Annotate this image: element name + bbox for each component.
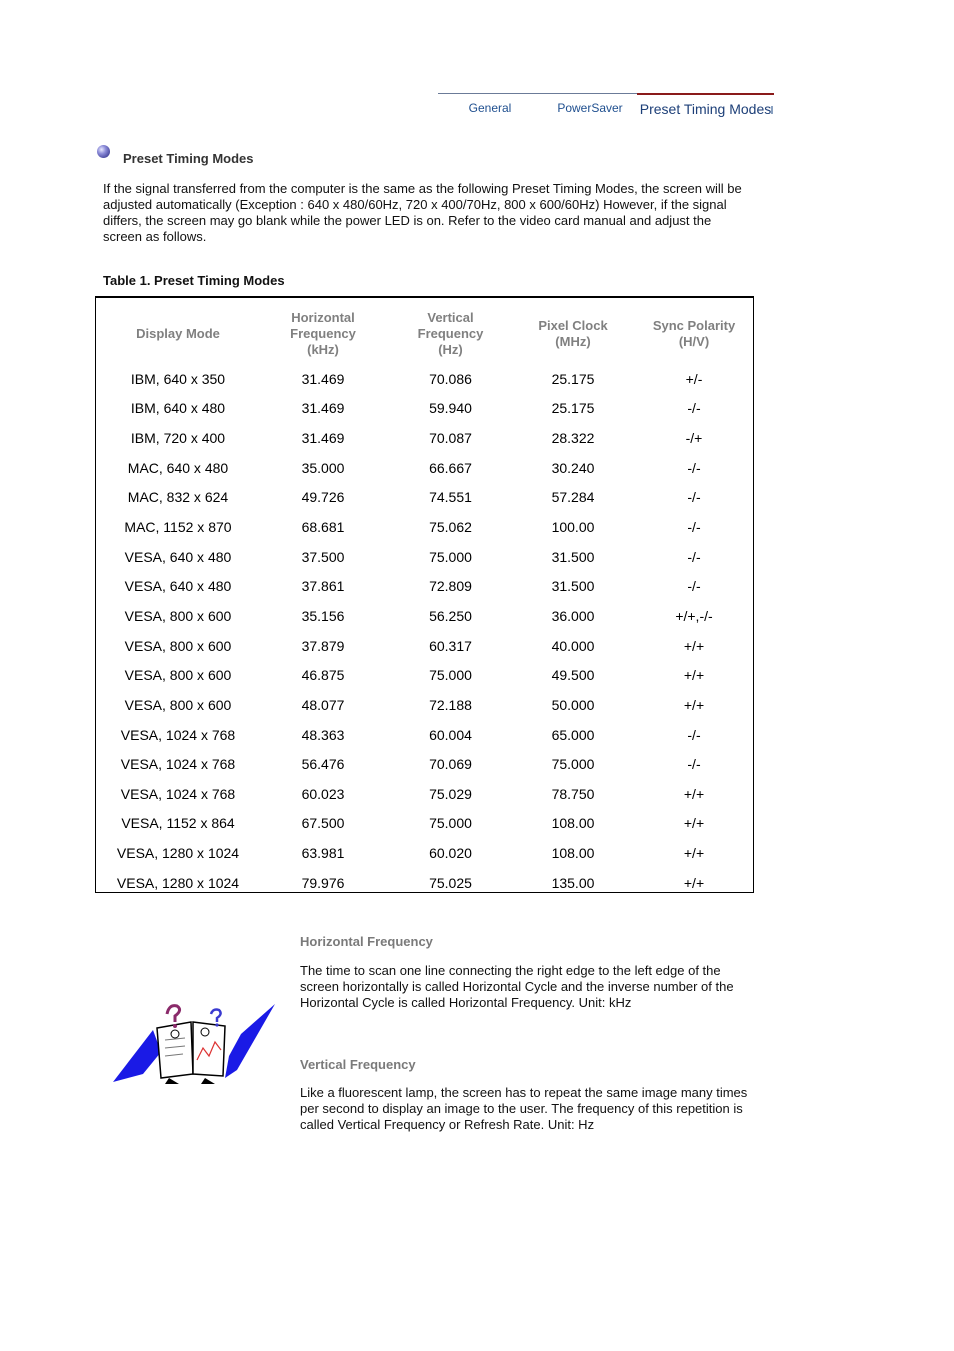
table-cell: MAC, 832 x 624 [127, 489, 229, 506]
column-header [639, 304, 749, 364]
definition-text-vertical-frequency: Like a fluorescent lamp, the screen has to repeat the same image many times per second to display an image to the user. The frequency of this repetition is called Vertical Frequency or Refresh Rate. Unit: Hz [300, 1085, 748, 1132]
table-cell: 25.175 [551, 370, 595, 387]
table-cell: +/+ [683, 667, 705, 684]
table-cell: MAC, 1152 x 870 [124, 519, 232, 536]
table-cell: 65.000 [551, 726, 595, 743]
table-cell: 49.726 [301, 489, 345, 506]
table-cell: 46.875 [301, 667, 345, 684]
table-cell: 60.023 [301, 785, 345, 802]
table-cell: VESA, 800 x 600 [124, 637, 232, 654]
timing-table-frame [95, 296, 754, 893]
table-cell: 37.500 [301, 548, 345, 565]
table-cell: -/- [687, 756, 701, 773]
table-row [104, 571, 749, 601]
column-header-line: Vertical [427, 310, 474, 325]
table-cell: VESA, 640 x 480 [124, 548, 232, 565]
table-cell: 75.025 [429, 874, 472, 891]
table-cell: VESA, 1280 x 1024 [116, 874, 240, 891]
table-cell: VESA, 800 x 600 [124, 696, 232, 713]
column-header-line: Sync Polarity [652, 318, 736, 333]
table-body [104, 364, 749, 898]
tab-bar [438, 93, 774, 119]
definition-title-vertical-frequency: Vertical Frequency [300, 1057, 416, 1072]
column-header-line: Pixel Clock [538, 318, 608, 333]
table-row [104, 749, 749, 779]
table-caption: Table 1. Preset Timing Modes [103, 273, 285, 288]
table-row [104, 394, 749, 424]
column-header-line: Display Mode [136, 326, 220, 341]
table-row [104, 720, 749, 750]
table-cell: VESA, 640 x 480 [124, 578, 232, 595]
table-row [104, 690, 749, 720]
column-header-line: (Hz) [438, 342, 463, 357]
table-cell: 36.000 [551, 607, 595, 624]
table-cell: 78.750 [551, 785, 595, 802]
tab-powersaver[interactable]: PowerSaver [542, 93, 638, 118]
table-cell: 31.500 [551, 578, 595, 595]
timing-table [104, 304, 749, 898]
table-cell: +/+ [683, 785, 705, 802]
table-cell: +/+ [683, 874, 705, 891]
column-header-line: (kHz) [307, 342, 339, 357]
table-cell: 30.240 [551, 459, 595, 476]
table-row [104, 631, 749, 661]
table-cell: 48.077 [301, 696, 345, 713]
tab-separator [771, 106, 773, 114]
table-row [104, 483, 749, 513]
table-cell: -/- [687, 578, 701, 595]
table-cell: 75.000 [551, 756, 595, 773]
table-cell: -/- [687, 489, 701, 506]
column-header [104, 304, 252, 364]
table-cell: 70.069 [429, 756, 472, 773]
table-cell: VESA, 800 x 600 [124, 667, 232, 684]
tab-preset-timing-modes[interactable] [637, 93, 774, 119]
table-row [104, 838, 749, 868]
table-cell: 75.029 [429, 785, 472, 802]
table-cell: MAC, 640 x 480 [127, 459, 229, 476]
table-cell: 79.976 [301, 874, 345, 891]
table-cell: 67.500 [301, 815, 345, 832]
table-cell: -/- [687, 519, 701, 536]
table-cell: 37.879 [301, 637, 345, 654]
table-cell: 108.00 [551, 845, 595, 862]
table-cell: 35.156 [301, 607, 345, 624]
table-cell: VESA, 1024 x 768 [120, 785, 236, 802]
table-cell: -/- [687, 726, 701, 743]
table-cell: 75.000 [429, 667, 472, 684]
table-row [104, 512, 749, 542]
table-cell: 37.861 [301, 578, 345, 595]
table-row [104, 423, 749, 453]
table-cell: 25.175 [551, 400, 595, 417]
table-cell: +/- [685, 370, 703, 387]
table-cell: -/+ [685, 430, 703, 447]
table-cell: 100.00 [551, 519, 595, 536]
table-cell: 56.476 [301, 756, 345, 773]
table-row [104, 660, 749, 690]
table-row [104, 601, 749, 631]
table-cell: VESA, 1024 x 768 [120, 726, 236, 743]
table-cell: 31.469 [301, 400, 345, 417]
column-header [507, 304, 639, 364]
column-header [394, 304, 507, 364]
table-cell: 50.000 [551, 696, 595, 713]
table-cell: 70.086 [429, 370, 472, 387]
table-cell: 72.188 [429, 696, 472, 713]
table-cell: 31.469 [301, 430, 345, 447]
table-cell: 68.681 [301, 519, 345, 536]
section-title: Preset Timing Modes [123, 151, 254, 166]
table-cell: VESA, 1024 x 768 [120, 756, 236, 773]
table-row [104, 542, 749, 572]
table-row [104, 868, 749, 898]
table-cell: IBM, 640 x 350 [130, 370, 226, 387]
table-cell: +/+ [683, 696, 705, 713]
table-cell: 60.317 [429, 637, 472, 654]
table-header-row [104, 304, 749, 364]
table-cell: 28.322 [551, 430, 595, 447]
table-cell: 75.062 [429, 519, 472, 536]
table-cell: -/- [687, 548, 701, 565]
column-header-line: (MHz) [555, 334, 591, 349]
table-cell: +/+ [683, 845, 705, 862]
bullet-icon [97, 145, 110, 158]
table-cell: 56.250 [429, 607, 472, 624]
table-row [104, 779, 749, 809]
table-cell: 60.004 [429, 726, 472, 743]
table-cell: 108.00 [551, 815, 595, 832]
table-cell: VESA, 1152 x 864 [121, 815, 235, 832]
column-header [252, 304, 394, 364]
column-header-line: Horizontal [291, 310, 355, 325]
table-cell: 60.020 [429, 845, 472, 862]
table-row [104, 453, 749, 483]
table-cell: 31.469 [301, 370, 345, 387]
table-cell: 57.284 [551, 489, 595, 506]
table-cell: 59.940 [429, 400, 472, 417]
table-cell: +/+ [683, 637, 705, 654]
definition-title-horizontal-frequency: Horizontal Frequency [300, 934, 433, 949]
table-cell: -/- [687, 459, 701, 476]
confused-book-icon [113, 1000, 275, 1084]
table-cell: IBM, 720 x 400 [130, 430, 226, 447]
table-cell: 40.000 [551, 637, 595, 654]
table-cell: 63.981 [301, 845, 345, 862]
column-header-line: Frequency [417, 326, 484, 341]
table-cell: +/+ [683, 815, 705, 832]
table-cell: 75.000 [429, 548, 472, 565]
table-row [104, 809, 749, 839]
table-cell: 49.500 [551, 667, 595, 684]
table-cell: 70.087 [429, 430, 472, 447]
table-cell: +/+,-/- [675, 607, 713, 624]
table-cell: 75.000 [429, 815, 472, 832]
table-cell: 35.000 [301, 459, 345, 476]
table-cell: 66.667 [429, 459, 472, 476]
intro-paragraph: If the signal transferred from the computer is the same as the following Preset Timing Modes, the screen will be adjusted automatically (Exception : 640 x 480/60Hz, 720 x 400/70Hz, 800 x 600/60Hz) However, if the signal differs, the screen may go blank while the power LED is on. Refer to the video card manual and adjust the screen as follows. [103, 181, 742, 244]
definition-text-horizontal-frequency: The time to scan one line connecting the right edge to the left edge of the screen horizontally is called Horizontal Cycle and the inverse number of the Horizontal Cycle is called Horizontal Frequency. Unit: kHz [300, 963, 734, 1010]
table-cell: 48.363 [301, 726, 345, 743]
tab-general[interactable]: General [438, 93, 542, 118]
table-cell: VESA, 800 x 600 [124, 607, 232, 624]
table-cell: VESA, 1280 x 1024 [116, 845, 240, 862]
column-header-line: Frequency [290, 326, 356, 341]
table-cell: 72.809 [429, 578, 472, 595]
table-cell: 74.551 [429, 489, 472, 506]
column-header-line: (H/V) [678, 334, 710, 349]
table-cell: -/- [687, 400, 701, 417]
table-cell: 135.00 [551, 874, 595, 891]
table-cell: 31.500 [551, 548, 595, 565]
table-cell: IBM, 640 x 480 [130, 400, 226, 417]
table-row [104, 364, 749, 394]
tab-preset-timing-modes-label: Preset Timing Modes [639, 101, 772, 117]
